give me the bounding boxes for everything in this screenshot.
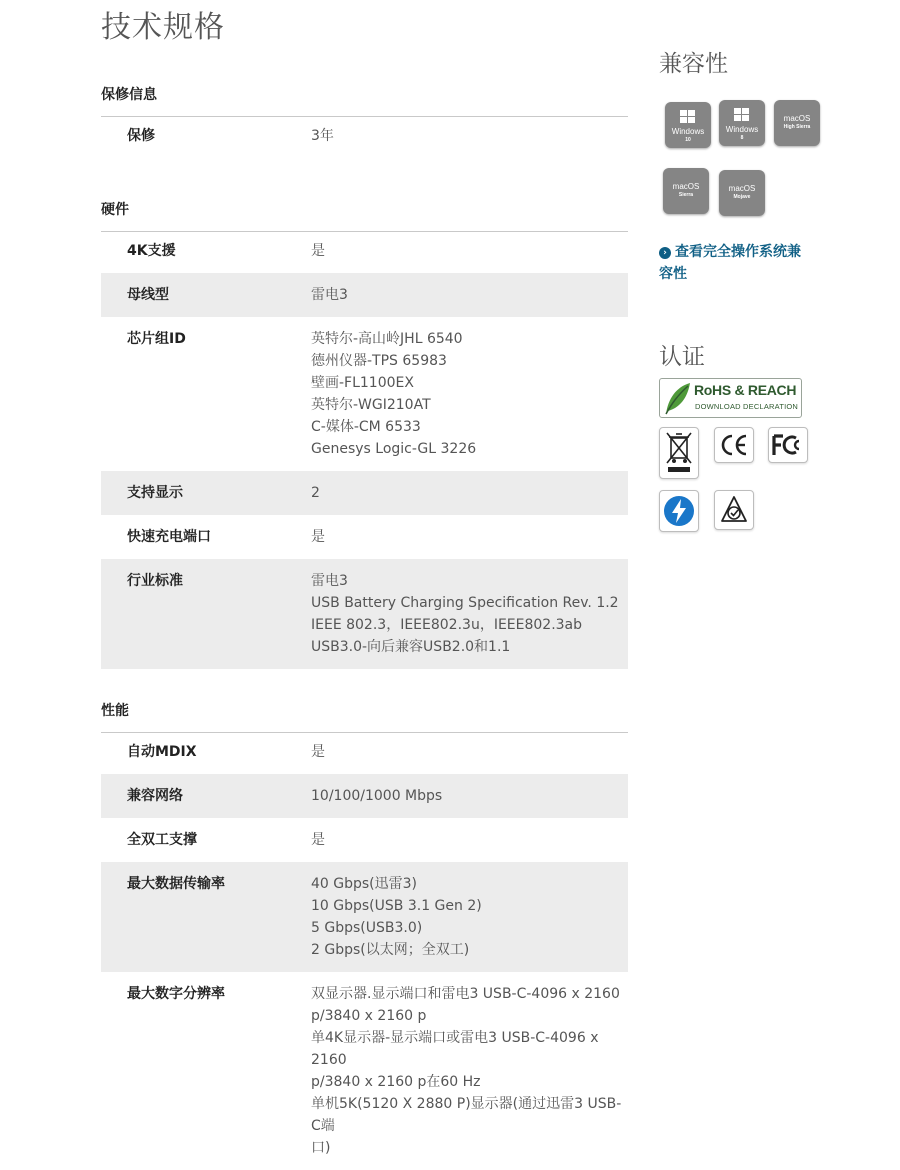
spec-value-line: 是 [311, 529, 325, 545]
windows-logo-icon [680, 110, 696, 125]
spec-label: 4K支援 [127, 243, 176, 259]
badge-os-version: High Sierra [783, 124, 811, 130]
spec-value-line: p/3840 x 2160 p [311, 1008, 427, 1024]
spec-value-line: 10 Gbps(USB 3.1 Gen 2) [311, 898, 482, 914]
macos-high-sierra-badge [774, 100, 820, 146]
spec-table-hardware [101, 229, 628, 669]
spec-table-performance [101, 730, 628, 1170]
spec-label: 支持显示 [127, 485, 183, 501]
spec-value-line: 雷电3 [311, 287, 348, 303]
spec-value-line: 10/100/1000 Mbps [311, 788, 443, 804]
spec-value-line: 2 Gbps(以太网；全双工) [311, 942, 470, 958]
rcm-mark-icon [714, 490, 754, 530]
full-os-compatibility-link[interactable] [659, 241, 819, 285]
spec-label: 芯片组ID [127, 331, 186, 347]
section-title-performance: 性能 [101, 700, 628, 733]
spec-value-line: USB3.0-向后兼容USB2.0和1.1 [311, 639, 511, 655]
spec-value [311, 526, 628, 548]
rohs-title: RoHS & REACH [694, 382, 797, 398]
spec-value [311, 741, 628, 763]
spec-value-line: p/3840 x 2160 p在60 Hz [311, 1074, 481, 1090]
spec-value [311, 570, 628, 658]
rohs-subtitle: DOWNLOAD DECLARATION [695, 402, 799, 411]
spec-label: 最大数字分辨率 [127, 986, 225, 1002]
spec-value [311, 983, 628, 1159]
spec-label: 母线型 [127, 287, 169, 303]
spec-value-line: 双显示器.显示端口和雷电3 USB-C-4096 x 2160 [311, 986, 620, 1002]
spec-value-line: 壁画-FL1100EX [311, 375, 414, 391]
spec-value-line: USB Battery Charging Specification Rev. 1.2 [311, 595, 619, 611]
windows-8-badge [719, 100, 765, 146]
spec-value-line: 单机5K(5120 X 2880 P)显示器(通过迅雷3 USB-C端 [311, 1096, 622, 1134]
weee-bin-icon [659, 427, 699, 479]
fcc-mark-icon [768, 427, 808, 463]
spec-row-max-data-rate [101, 862, 628, 972]
spec-value-line: 40 Gbps(迅雷3) [311, 876, 418, 892]
spec-row-fast-charge-port [101, 515, 628, 559]
windows-10-badge [665, 102, 711, 148]
spec-value [311, 125, 628, 147]
windows-logo-icon [734, 108, 750, 123]
spec-value-line: 5 Gbps(USB3.0) [311, 920, 423, 936]
spec-value-line: 是 [311, 832, 325, 848]
spec-row-bus-type [101, 273, 628, 317]
spec-value-line: 德州仪器-TPS 65983 [311, 353, 447, 369]
spec-label: 自动MDIX [127, 744, 197, 760]
badge-os-version: Mojave [733, 194, 751, 200]
section-title-warranty: 保修信息 [101, 84, 628, 117]
badge-os-name: macOS [728, 184, 756, 193]
macos-mojave-badge [719, 170, 765, 216]
os-link-text-2: 容性 [659, 266, 687, 282]
spec-row-4k-support [101, 229, 628, 273]
spec-row-compatible-networks [101, 774, 628, 818]
os-link-text-1: 查看完全操作系统兼 [675, 244, 801, 260]
spec-value-line: Genesys Logic-GL 3226 [311, 441, 477, 457]
spec-value-line: 3年 [311, 128, 334, 144]
spec-label: 快速充电端口 [127, 529, 211, 545]
spec-row-chipset-id [101, 317, 628, 471]
spec-label: 全双工支撑 [127, 832, 197, 848]
spec-value-line: 是 [311, 243, 325, 259]
thunderbolt-icon [659, 490, 699, 532]
spec-value-line: 2 [311, 485, 320, 501]
spec-row-displays-supported [101, 471, 628, 515]
spec-value-line: 是 [311, 744, 325, 760]
spec-label: 行业标准 [127, 573, 183, 589]
spec-value [311, 328, 628, 460]
compatibility-heading: 兼容性 [659, 51, 728, 77]
page-title: 技术规格 [101, 10, 225, 45]
spec-value-line: 口) [311, 1140, 331, 1156]
green-leaf-icon [662, 381, 692, 416]
spec-value-line: 雷电3 [311, 573, 348, 589]
certifications-heading: 认证 [659, 344, 705, 370]
rohs-reach-download-button[interactable] [659, 378, 802, 418]
spec-value [311, 240, 628, 262]
badge-os-name: Windows [671, 127, 705, 136]
spec-value-line: 英特尔-高山岭JHL 6540 [311, 331, 463, 347]
spec-value-line: C-媒体-CM 6533 [311, 419, 421, 435]
spec-value-line: 英特尔-WGI210AT [311, 397, 431, 413]
spec-value-line: 单4K显示器-显示端口或雷电3 USB-C-4096 x 2160 [311, 1030, 599, 1068]
spec-row-max-digital-resolution [101, 972, 628, 1170]
spec-value [311, 482, 628, 504]
section-title-hardware: 硬件 [101, 199, 628, 232]
macos-sierra-badge [663, 168, 709, 214]
chevron-right-circle-icon: › [659, 247, 671, 259]
spec-row-full-duplex [101, 818, 628, 862]
spec-value [311, 785, 628, 807]
ce-mark-icon [714, 427, 754, 463]
spec-value [311, 829, 628, 851]
badge-os-version: 8 [740, 135, 744, 141]
badge-os-name: macOS [672, 182, 700, 191]
spec-row-auto-mdix [101, 730, 628, 774]
spec-value [311, 873, 628, 961]
spec-row-industry-standards [101, 559, 628, 669]
badge-os-version: 10 [685, 137, 691, 143]
badge-os-version: Sierra [678, 192, 694, 198]
spec-table-warranty [101, 114, 628, 158]
spec-value [311, 284, 628, 306]
badge-os-name: macOS [783, 114, 811, 123]
spec-label: 兼容网络 [127, 788, 183, 804]
spec-label: 保修 [127, 128, 155, 144]
spec-row-warranty [101, 114, 628, 158]
spec-value-line: IEEE 802.3，IEEE802.3u，IEEE802.3ab [311, 617, 583, 633]
spec-label: 最大数据传输率 [127, 876, 225, 892]
badge-os-name: Windows [725, 125, 759, 134]
